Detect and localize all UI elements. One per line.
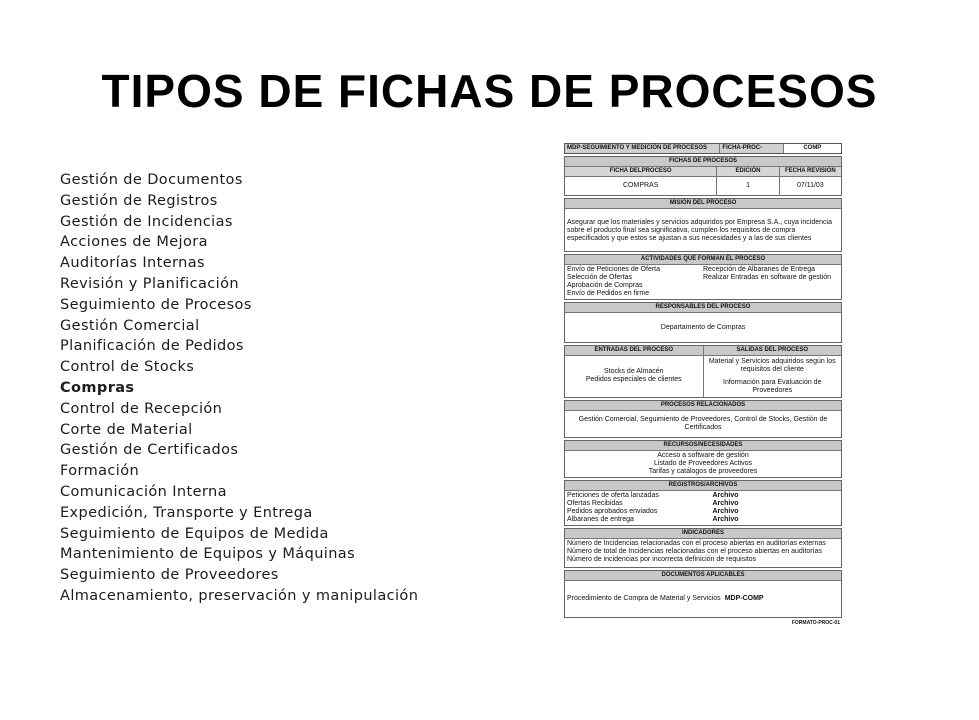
mision-text: Asegurar que los materiales y servicios adquiridos por Empresa S.A., cuya incidencia sobre el producto final sea significativa, cumplen los requisitos de compra especificados y que estos se ajustan a sus necesidades y a las de sus clientes: [567, 218, 832, 242]
recurso-item: Acceso a software de gestión: [657, 451, 749, 459]
documentos-label: Procedimiento de Compra de Material y Servicios: [567, 594, 721, 602]
relacionados-text: Gestión Comercial, Seguimiento de Proveedores, Control de Stocks, Gestión de Certificados: [578, 415, 828, 431]
process-type-item: Seguimiento de Proveedores: [60, 567, 279, 584]
actividad-item: Aprobación de Compras: [567, 281, 643, 289]
entradas-header: ENTRADAS DEL PROCESO: [565, 346, 703, 356]
registro-row: [567, 516, 839, 524]
process-type-item: Seguimiento de Equipos de Medida: [60, 525, 329, 542]
process-type-item: Gestión Comercial: [60, 317, 200, 334]
registro-row: [567, 500, 839, 508]
col-fecha: FECHA REVISIÓN: [784, 167, 836, 174]
registro-name: Albaranes de entrega: [567, 515, 634, 523]
form-code: COMP: [784, 144, 841, 153]
responsables-header: RESPONSABLES DEL PROCESO: [565, 303, 841, 313]
registro-value: Archivo: [712, 507, 739, 515]
process-form-sheet: [564, 143, 842, 627]
recurso-item: Listado de Proveedores Activos: [653, 459, 753, 467]
process-type-item: Gestión de Incidencias: [60, 213, 233, 230]
recurso-item: Tarifas y catálogos de proveedores: [648, 467, 758, 475]
actividad-item: Selección de Ofertas: [567, 273, 632, 281]
process-type-item: Mantenimiento de Equipos y Máquinas: [60, 546, 356, 563]
process-type-item: Control de Stocks: [60, 359, 195, 376]
edicion-value: 1: [717, 176, 779, 196]
mision-header: MISIÓN DEL PROCESO: [565, 199, 841, 209]
actividad-item: Realizar Entradas en software de gestión: [703, 273, 832, 281]
indicador-item: Número de incidencias por incorrecta definición de requisitos: [567, 555, 757, 563]
salida-item: Material y Servicios adquiridos según los requisitos del cliente: [708, 357, 836, 373]
col-edicion: EDICIÓN: [717, 167, 779, 176]
fichas-header: FICHAS DE PROCESOS: [565, 157, 841, 167]
process-type-item: Seguimiento de Procesos: [60, 296, 252, 313]
registro-name: Pedidos aprobados enviados: [567, 507, 658, 515]
recursos-header: RECURSOS/NECESIDADES: [565, 441, 841, 451]
documentos-code: MDP-COMP: [724, 594, 764, 602]
salidas-header: SALIDAS DEL PROCESO: [704, 346, 842, 356]
actividades-left: [567, 266, 703, 298]
actividades-header: ACTIVIDADES QUE FORMAN EL PROCESO: [565, 255, 841, 265]
form-top-left: MDP-SEGUIMIENTO Y MEDICIÓN DE PROCESOS: [565, 144, 720, 153]
actividad-item: Envío de Peticiones de Oferta: [567, 265, 660, 273]
indicador-item: Número de Incidencias relacionadas con el proceso abiertas en auditorías externas: [567, 539, 826, 547]
process-type-list: [60, 170, 418, 607]
process-type-item: Acciones de Mejora: [60, 234, 208, 251]
actividad-item: Recepción de Albaranes de Entrega: [703, 265, 816, 273]
process-type-item: Auditorías Internas: [60, 255, 205, 272]
registros-header: REGISTROS/ARCHIVOS: [565, 481, 841, 491]
indicador-item: Número de total de Incidencias relacionadas con el proceso abiertas en auditorías: [567, 547, 822, 555]
col-ficha: FICHA DELPROCESO: [565, 167, 717, 176]
actividad-item: Envío de Pedidos en firme: [567, 289, 650, 297]
process-type-item: Control de Recepción: [60, 400, 223, 417]
process-type-item: Almacenamiento, preservación y manipulación: [60, 587, 419, 604]
registro-row: [567, 508, 839, 516]
registro-value: Archivo: [712, 491, 739, 499]
salida-item: Información para Evaluación de Proveedores: [723, 378, 822, 394]
documentos-header: DOCUMENTOS APLICABLES: [565, 571, 841, 581]
process-type-item: Revisión y Planificación: [60, 275, 239, 292]
registro-name: Ofertas Recibidas: [567, 499, 623, 507]
relacionados-header: PROCESOS RELACIONADOS: [565, 401, 841, 411]
process-type-item: Planificación de Pedidos: [60, 338, 244, 355]
form-footer: FORMATO-PROC-01: [791, 619, 840, 626]
entrada-item: Pedidos especiales de clientes: [585, 375, 682, 383]
process-type-item: Gestión de Certificados: [60, 442, 239, 459]
actividades-right: [703, 266, 839, 298]
responsables-text: Departamento de Compras: [660, 323, 746, 331]
registro-name: Peticiones de oferta lanzadas: [567, 491, 659, 499]
process-type-item: Corte de Material: [60, 421, 193, 438]
indicadores-header: INDICADORES: [565, 529, 841, 539]
process-type-item: Gestión de Documentos: [60, 172, 243, 188]
fecha-value: 07/11/03: [796, 181, 824, 189]
registro-value: Archivo: [712, 515, 739, 523]
process-type-item: Formación: [60, 463, 140, 480]
process-type-item: Expedición, Transporte y Entrega: [60, 504, 313, 521]
registro-value: Archivo: [712, 499, 739, 507]
form-top-mid: FICHA-PROC-: [720, 144, 783, 153]
process-type-item: Comunicación Interna: [60, 483, 227, 500]
ficha-value: COMPRAS: [565, 176, 717, 196]
process-type-item: Compras: [60, 379, 135, 396]
slide-title: TIPOS DE FICHAS DE PROCESOS: [101, 65, 878, 117]
entrada-item: Stocks de Almacén: [603, 367, 664, 375]
process-type-item: Gestión de Registros: [60, 192, 218, 209]
registro-row: [567, 492, 839, 500]
